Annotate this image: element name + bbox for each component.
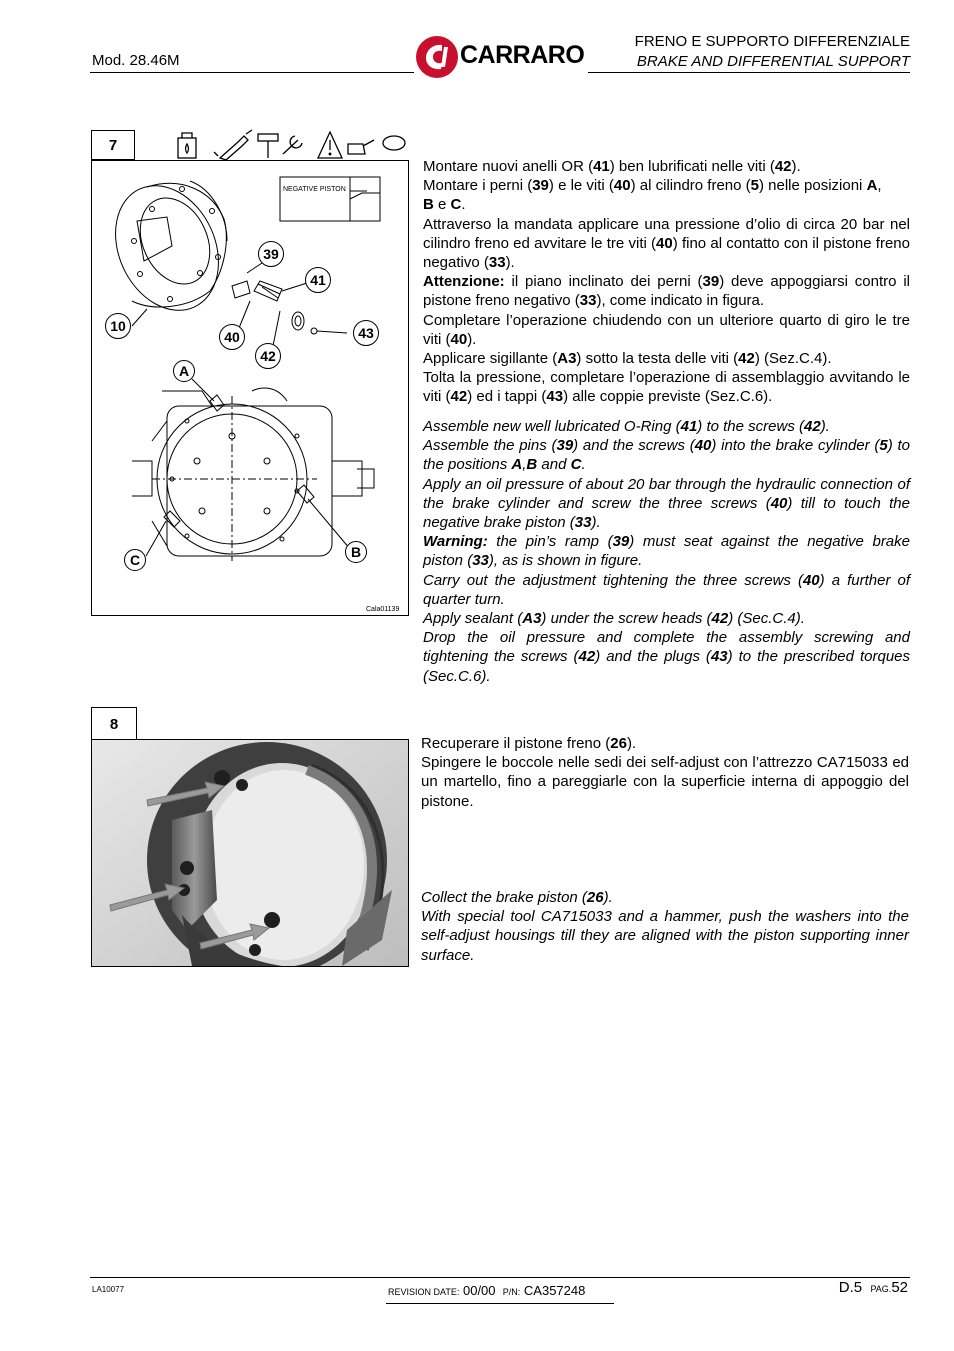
- warning-icon: [318, 132, 342, 158]
- figure-8-number: 8: [91, 707, 137, 741]
- paragraph: Spingere le boccole nelle sedi dei self-adjust con l’attrezzo CA715033 ed un martello, fino a pareggiarle con la superficie interna di appoggio del pistone.: [421, 754, 909, 810]
- wrench-icon: [283, 136, 302, 154]
- page-value: 52: [891, 1279, 908, 1296]
- footer-rule: [90, 1277, 910, 1278]
- figure-7-code: Cala01139: [366, 606, 400, 613]
- pag-label: PAG.: [870, 1284, 892, 1294]
- footer-code: LA10077: [92, 1285, 125, 1294]
- paragraph: Completare l’operazione chiudendo con un ulteriore quarto di giro le tre viti (40).: [423, 311, 910, 348]
- callout-41: 41: [305, 267, 331, 293]
- paragraph: Collect the brake piston (26).: [421, 889, 613, 906]
- callout-40: 40: [219, 324, 245, 350]
- paragraph: Warning: the pin’s ramp (39) must seat against the negative brake piston (33), as is shown in figure.: [423, 533, 910, 570]
- callout-10: 10: [105, 313, 131, 339]
- carraro-logo: [414, 34, 586, 80]
- figure-7-number: 7: [91, 130, 135, 160]
- callout-C: C: [124, 549, 146, 571]
- step-7-text-it: [423, 157, 910, 407]
- oil-container-icon: [178, 133, 196, 158]
- paragraph: Attenzione: il piano inclinato dei perni (39) deve appoggiarsi contro il pistone freno negativo (33), come indicato in figura.: [423, 273, 910, 310]
- callout-43: 43: [353, 320, 379, 346]
- pn-label: P/N:: [502, 1287, 521, 1297]
- paragraph: Assemble new well lubricated O-Ring (41) to the screws (42).: [423, 418, 830, 435]
- paragraph: Montare i perni (39) e le viti (40) al cilindro freno (5) nelle posizioni A, B e C.: [423, 177, 882, 214]
- paragraph: Attraverso la mandata applicare una pressione d’olio di circa 20 bar nel cilindro freno ed avvitare le tre viti (40) fino al contatto con il pistone freno negativo (33).: [423, 215, 910, 272]
- o-ring-icon: [383, 136, 405, 150]
- inset-label: NEGATIVE PISTON: [283, 186, 346, 193]
- lubricant-gun-icon: [214, 130, 252, 160]
- header-rule-right: [588, 72, 910, 73]
- paragraph: With special tool CA715033 and a hammer, push the washers into the self-adjust housings till they are aligned with the piston supporting inner surface.: [421, 908, 909, 964]
- paragraph: Montare nuovi anelli OR (41) ben lubrificati nelle viti (42).: [423, 158, 801, 175]
- section-title-en: BRAKE AND DIFFERENTIAL SUPPORT: [636, 53, 910, 70]
- brand-name: CARRARO: [460, 41, 585, 69]
- figure-7-drawing: [91, 160, 409, 616]
- figure-8-photo: [91, 739, 409, 967]
- paragraph: Apply an oil pressure of about 20 bar through the hydraulic connection of the brake cylinder and screw the three screws (40) till to touch the negative brake piston (33).: [423, 475, 910, 532]
- callout-B: B: [345, 541, 367, 563]
- paragraph: Apply sealant (A3) under the screw heads (42) (Sec.C.4).: [423, 610, 805, 628]
- brake-piston-photo: [92, 740, 408, 966]
- callout-42: 42: [255, 343, 281, 369]
- header-rule-left: [90, 72, 414, 73]
- footer-rev-rule: [386, 1303, 614, 1304]
- callout-A: A: [173, 360, 195, 382]
- callout-39: 39: [258, 241, 284, 267]
- paragraph: Applicare sigillante (A3) sotto la testa delle viti (42) (Sez.C.4).: [423, 350, 832, 368]
- revision-label: REVISION DATE:: [388, 1287, 460, 1297]
- step-8-text-en: [421, 888, 909, 965]
- section-title-it: FRENO E SUPPORTO DIFFERENZIALE: [634, 33, 910, 50]
- paragraph: Tolta la pressione, completare l’operazione di assemblaggio avvitando le viti (42) ed i tappi (43) alle coppie previste (Sez.C.6).: [423, 369, 910, 406]
- model-label: Mod. 28.46M: [92, 52, 180, 69]
- pn-value: CA357248: [523, 1283, 586, 1298]
- paragraph: Carry out the adjustment tightening the three screws (40) a further of quarter turn.: [423, 571, 911, 608]
- step-7-text-en: [423, 417, 910, 686]
- revision-value: 00/00: [462, 1283, 496, 1298]
- section-title: [635, 32, 910, 72]
- oil-can-icon: [348, 140, 374, 154]
- section-code: D.5: [838, 1279, 863, 1296]
- step-8-text-it: [421, 734, 909, 811]
- tool-icons-strip: [168, 128, 410, 162]
- hammer-icon: [258, 134, 278, 158]
- paragraph: Drop the oil pressure and complete the assembly screwing and tightening the screws (42) and the plugs (43) to the prescribed torques (Sec.C.6).: [423, 629, 911, 685]
- paragraph: Assemble the pins (39) and the screws (40) into the brake cylinder (5) to the positions A,B and C.: [423, 437, 910, 474]
- page-number: [839, 1279, 908, 1296]
- revision-info: [388, 1283, 585, 1298]
- paragraph: Recuperare il pistone freno (26).: [421, 735, 637, 752]
- carraro-logo-icon: [414, 34, 460, 80]
